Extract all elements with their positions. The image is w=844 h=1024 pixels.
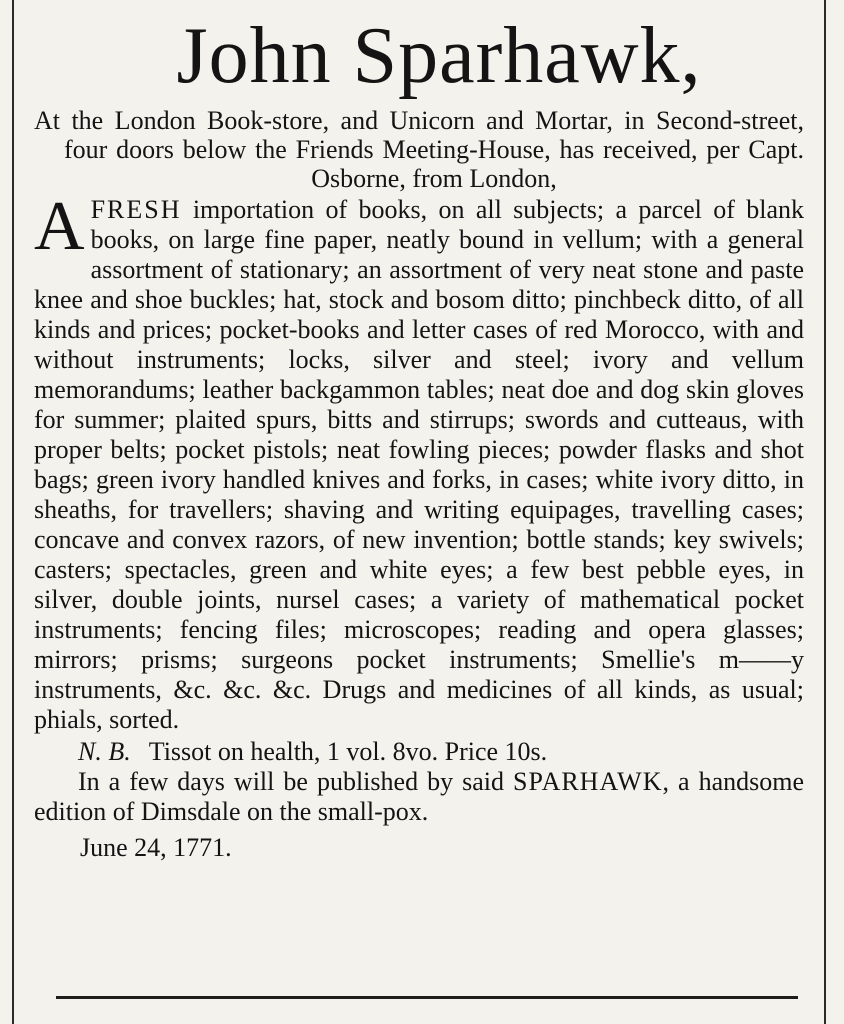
advert-date: June 24, 1771. <box>80 833 232 862</box>
nota-bene-text: Tissot on health, 1 vol. 8vo. Price 10s. <box>148 737 548 766</box>
notice-text-pre: In a few days will be published by said <box>78 767 514 796</box>
advert-body-text: importation of books, on all subjects; a parcel of blank books, on large fine paper, neatly bound in vellum; with a general assortment of stationary; an assortment of very neat stone and paste knee and shoe buckles; hat, stock and bosom ditto; pinchbeck ditto, of all kinds and prices; pocket-books and letter cases of red Morocco, with and without instruments; locks, silver and steel; ivory and vellum memorandums; leather backgammon tables; neat doe and dog skin gloves for summer; plaited spurs, bitts and stirrups; swords and cutteaus, with proper belts; pocket pistols; neat fowling pieces; powder flasks and shot bags; green ivory handled knives and forks, in cases; white ivory ditto, in sheaths, for travellers; shaving and writing equipages, travelling cases; concave and convex razors, of new invention; bottle stands; key swivels; casters; spectacles, green and white eyes; a few best pebble eyes, in silver, double joints, nursel cases; a variety of mathematical pocket instruments; fencing files; microscopes; reading and opera glasses; mirrors; prisms; surgeons pocket instruments; Smellie's m——y instruments, &c. &c. &c. Drugs and medicines of all kinds, as usual; phials, sorted. <box>34 195 804 734</box>
notice-name: SPARHAWK <box>513 767 663 796</box>
advert-title: John Sparhawk, <box>176 12 702 100</box>
bottom-rule <box>56 996 798 999</box>
nota-bene <box>34 737 804 767</box>
advert-intro: At the London Book-store, and Unicorn and Mortar, in Second-street, four doors below the Friends Meeting-House, has received, per Capt. Osborne, from London, <box>34 106 804 193</box>
notice-text-post: , a handsome edition of Dimsdale on the small-pox. <box>34 767 804 826</box>
advertisement <box>34 8 804 863</box>
publication-notice <box>34 767 804 827</box>
left-column-rule <box>12 0 14 1024</box>
nota-bene-label: N. B. <box>78 737 131 766</box>
right-column-rule <box>824 0 826 1024</box>
drop-cap: A <box>34 188 85 265</box>
advert-body <box>34 188 804 735</box>
lead-caps: FRESH <box>90 195 182 224</box>
